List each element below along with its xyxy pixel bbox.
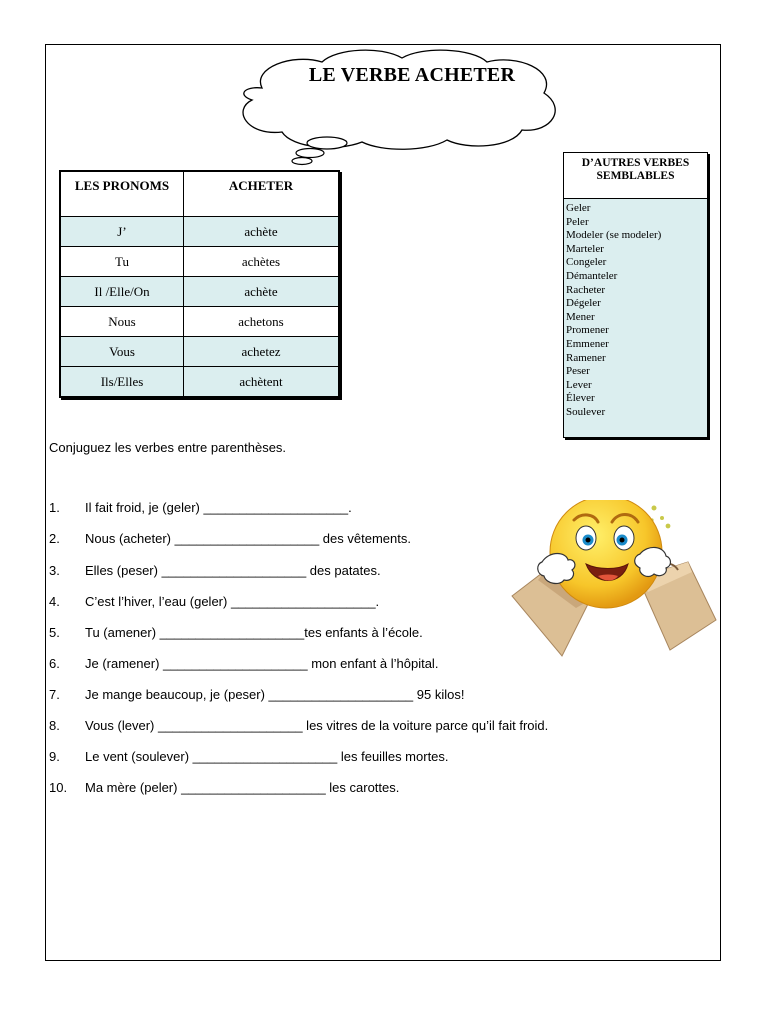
exercise-number: 6.: [49, 656, 60, 671]
pronoun-cell: Nous: [60, 307, 184, 337]
list-item: Soulever: [566, 405, 606, 418]
conjugation-cell: achète: [184, 217, 340, 247]
pronoun-cell: Tu: [60, 247, 184, 277]
table-row: [60, 247, 339, 277]
list-item: Congeler: [566, 256, 607, 269]
table-row: [60, 217, 339, 247]
table-row: [60, 277, 339, 307]
list-item: Marteler: [566, 242, 604, 255]
page-title: LE VERBE ACHETER: [308, 64, 516, 86]
pronoun-cell: Ils/Elles: [60, 367, 184, 398]
pronoun-cell: Il /Elle/On: [60, 277, 184, 307]
header-verb: ACHETER: [184, 171, 340, 217]
header-pronouns: LES PRONOMS: [60, 171, 184, 217]
conjugation-cell: achète: [184, 277, 340, 307]
exercise-number: 9.: [49, 749, 60, 764]
list-item: Promener: [566, 324, 609, 337]
list-item: Geler: [566, 202, 591, 214]
list-item: Peser: [566, 365, 590, 378]
instruction-text: Conjuguez les verbes entre parenthèses.: [49, 440, 287, 455]
exercise-text: Je mange beaucoup, je (peser) ____________________ 95 kilos!: [85, 687, 465, 702]
similar-verbs-box: [563, 152, 708, 438]
list-item: Dégeler: [566, 297, 601, 310]
conjugation-table: [59, 170, 340, 398]
table-header-row: [60, 171, 339, 217]
pronoun-cell: J’: [60, 217, 184, 247]
exercise-text: C’est l’hiver, l’eau (geler) ____________________.: [85, 594, 380, 609]
exercise-text: Le vent (soulever) ____________________ les feuilles mortes.: [85, 749, 449, 764]
table-row: [60, 367, 339, 398]
table-row: [60, 307, 339, 337]
conjugation-cell: achetez: [184, 337, 340, 367]
similar-verbs-list: [564, 199, 707, 437]
conjugation-cell: achètent: [184, 367, 340, 398]
exercise-text: Ma mère (peler) ____________________ les carottes.: [85, 780, 400, 795]
exercise-text: Je (ramener) ____________________ mon enfant à l’hôpital.: [85, 656, 439, 671]
list-item: Emmener: [566, 337, 609, 350]
exercise-number: 8.: [49, 718, 60, 733]
pronoun-cell: Vous: [60, 337, 184, 367]
list-item: Modeler (se modeler): [566, 229, 662, 242]
list-item: Démanteler: [566, 269, 618, 282]
list-item: Élever: [566, 392, 595, 405]
list-item: Ramener: [566, 351, 606, 364]
exercise-text: Tu (amener) ____________________tes enfants à l’école.: [85, 625, 423, 640]
similar-verbs-heading: D’AUTRES VERBES SEMBLABLES: [564, 153, 707, 199]
list-item: Lever: [566, 378, 592, 391]
list-item: Mener: [566, 310, 595, 323]
exercise-number: 1.: [49, 500, 60, 515]
shopping-smiley-icon: [502, 500, 724, 660]
exercise-number: 10.: [49, 780, 68, 795]
table-row: [60, 337, 339, 367]
list-item: Racheter: [566, 283, 606, 296]
exercise-number: 2.: [49, 531, 60, 546]
exercise-number: 4.: [49, 594, 60, 609]
conjugation-cell: achetons: [184, 307, 340, 337]
exercise-number: 7.: [49, 687, 60, 702]
exercise-text: Elles (peser) ____________________ des patates.: [85, 563, 381, 578]
exercise-number: 5.: [49, 625, 60, 640]
exercise-number: 3.: [49, 563, 60, 578]
list-item: Peler: [566, 215, 589, 228]
conjugation-cell: achètes: [184, 247, 340, 277]
exercise-text: Vous (lever) ____________________ les vitres de la voiture parce qu’il fait froid.: [85, 718, 549, 733]
exercise-text: Il fait froid, je (geler) ____________________.: [85, 500, 352, 515]
exercise-text: Nous (acheter) ____________________ des vêtements.: [85, 531, 411, 546]
